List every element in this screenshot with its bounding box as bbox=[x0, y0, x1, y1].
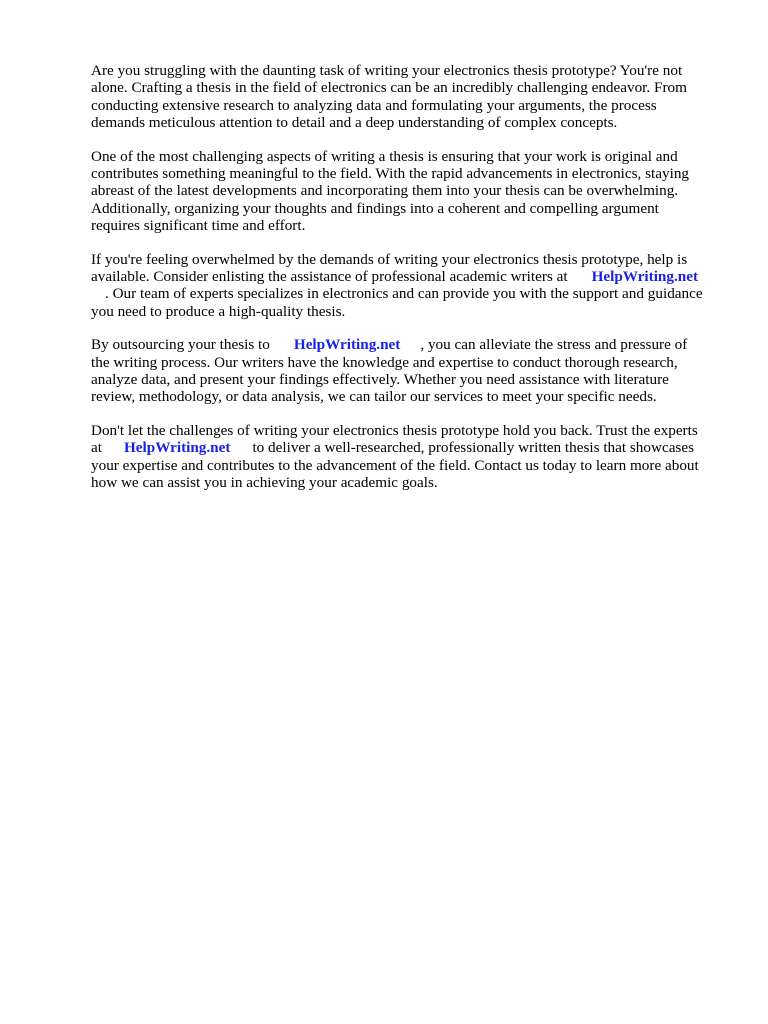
paragraph-3 bbox=[91, 251, 723, 320]
text-segment: , you can alleviate the stress and pressure of bbox=[420, 336, 688, 354]
paragraph-4 bbox=[91, 336, 723, 405]
document-body bbox=[91, 62, 723, 508]
text-line: conducting extensive research to analyzing data and formulating your arguments, the process bbox=[91, 96, 657, 114]
text-line: the writing process. Our writers have the knowledge and expertise to conduct thorough research, bbox=[91, 353, 678, 371]
text-line: alone. Crafting a thesis in the field of electronics can be an incredibly challenging endeavor. From bbox=[91, 79, 687, 97]
helpwriting-link[interactable]: HelpWriting.net bbox=[293, 336, 401, 354]
text-line: Additionally, organizing your thoughts and findings into a coherent and compelling argument bbox=[91, 199, 659, 217]
text-line: requires significant time and effort. bbox=[91, 216, 306, 234]
text-line bbox=[91, 336, 723, 353]
text-segment: at bbox=[91, 439, 102, 457]
paragraph-2 bbox=[91, 148, 723, 234]
text-line: Don't let the challenges of writing your electronics thesis prototype hold you back. Trust the experts bbox=[91, 422, 698, 440]
text-line: review, methodology, or data analysis, we can tailor our services to meet your specific needs. bbox=[91, 388, 657, 406]
helpwriting-link[interactable]: HelpWriting.net bbox=[123, 439, 231, 457]
text-line: abreast of the latest developments and incorporating them into your thesis can be overwhelming. bbox=[91, 182, 679, 200]
text-line: analyze data, and present your findings effectively. Whether you need assistance with literature bbox=[91, 370, 669, 388]
paragraph-1 bbox=[91, 62, 723, 131]
text-line: how we can assist you in achieving your academic goals. bbox=[91, 473, 438, 491]
text-line bbox=[91, 285, 723, 302]
text-line: your expertise and contributes to the advancement of the field. Contact us today to learn more about bbox=[91, 456, 699, 474]
text-line bbox=[91, 439, 723, 456]
text-segment: By outsourcing your thesis to bbox=[91, 336, 270, 354]
text-line: If you're feeling overwhelmed by the demands of writing your electronics thesis prototype, help is bbox=[91, 250, 688, 268]
text-line: contributes something meaningful to the field. With the rapid advancements in electronics, staying bbox=[91, 164, 690, 182]
text-line: you need to produce a high-quality thesis. bbox=[91, 302, 346, 320]
text-line: One of the most challenging aspects of writing a thesis is ensuring that your work is original and bbox=[91, 147, 678, 165]
text-line: Are you struggling with the daunting task of writing your electronics thesis prototype? You're not bbox=[91, 62, 683, 79]
helpwriting-link[interactable]: HelpWriting.net bbox=[591, 267, 699, 285]
text-line: demands meticulous attention to detail and a deep understanding of complex concepts. bbox=[91, 113, 618, 131]
text-segment: . Our team of experts specializes in electronics and can provide you with the support and guidance bbox=[105, 285, 703, 303]
text-segment: available. Consider enlisting the assistance of professional academic writers at bbox=[91, 267, 568, 285]
paragraph-5 bbox=[91, 422, 723, 491]
text-line bbox=[91, 268, 723, 285]
text-segment: to deliver a well-researched, professionally written thesis that showcases bbox=[252, 439, 694, 457]
